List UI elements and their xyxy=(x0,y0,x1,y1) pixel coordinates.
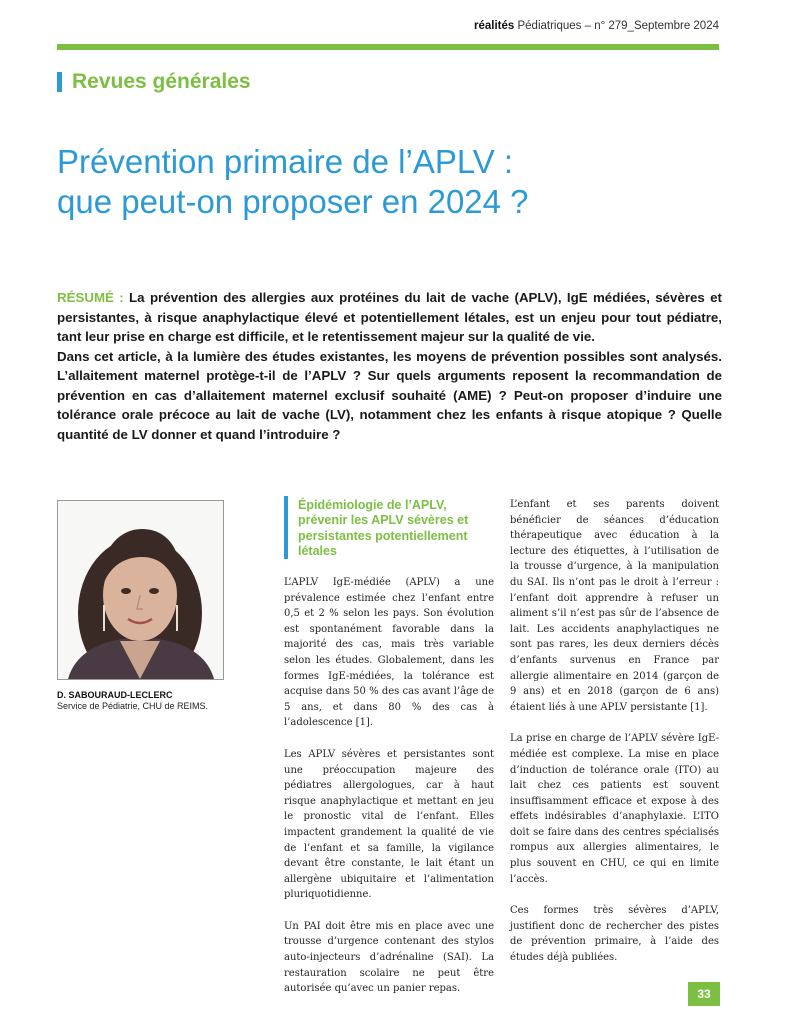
paragraph: La prise en charge de l’APLV sévère IgE-médiée est complexe. La mise en place d’induction de tolérance orale (ITO) au lait chez ces patients est souvent insuffisamment efficace et expose à des effets indésirables d’anaphylaxie. L’ITO doit se faire dans des centres spécialisés rompus aux allergies alimentaires, le plus souvent en CHU, ce qui en limite l’accès. xyxy=(510,733,719,885)
paragraph: Un PAI doit être mis en place avec une trousse d’urgence contenant des stylos auto-injecteurs d’adrénaline (SAI). La restauration scolaire ne peut être autorisée qu’avec un panier repas. xyxy=(284,920,494,995)
abstract xyxy=(57,288,722,444)
title-line-1: Prévention primaire de l’APLV : xyxy=(57,143,514,180)
subheading-text: Épidémiologie de l’APLV, prévenir les APLV sévères et persistantes potentiellement létales xyxy=(298,498,469,558)
journal-issue: Pédiatriques – n° 279_Septembre 2024 xyxy=(514,20,719,32)
journal-brand: réalités xyxy=(474,20,515,32)
page-number: 33 xyxy=(688,982,720,1006)
abstract-key: RÉSUMÉ : xyxy=(57,290,124,305)
author-portrait-image xyxy=(58,501,223,679)
title-line-2: que peut-on proposer en 2024 ? xyxy=(57,183,529,220)
section-marker xyxy=(57,72,62,92)
paragraph: L’APLV IgE-médiée (APLV) a une prévalence estimée chez l’enfant entre 0,5 et 2 % selon les pays. Son évolution est spontanément favorable dans la majorité des cas, mais très variable selon les études. Globalement, dans les formes IgE-médiées, la tolérance est acquise dans 50 % des cas avant l’âge de 5 ans, et dans 80 % des cas à l’adolescence [1]. xyxy=(284,577,494,729)
article-title xyxy=(57,142,737,222)
abstract-text-2: Dans cet article, à la lumière des études existantes, les moyens de prévention possibles sont analysés. L’allaitement maternel protège-t-il de l’APLV ? Sur quels arguments reposent la recommandation de prévention en cas d’allaitement maternel exclusif souhaité (AME) ? Peut-on proposer d’induire une tolérance orale précoce au lait de vache (LV), notamment chez les enfants à risque atopique ? Quelle quantité de LV donner et quand l’introduire ? xyxy=(57,348,722,442)
author-photo xyxy=(57,500,224,680)
header-rule xyxy=(57,44,719,50)
section-label: Revues générales xyxy=(72,70,251,93)
column-2 xyxy=(510,497,719,982)
paragraph: Les APLV sévères et persistantes sont une préoccupation majeure des pédiatres allergologues, car à haut risque anaphylactique et mettant en jeu le pronostic vital de l’enfant. Elles impactent grandement la qualité de vie de l’enfant et sa famille, la vigilance devant être constante, le lait étant un allergène ubiquitaire et l’alimentation pluriquotidienne. xyxy=(284,748,494,901)
subheading-marker xyxy=(284,496,288,559)
author-affiliation: Service de Pédiatrie, CHU de REIMS. xyxy=(57,701,209,711)
abstract-text-1: La prévention des allergies aux protéines du lait de vache (APLV), IgE médiées, sévères et persistantes, à risque anaphylactique élevé et potentiellement létales, est un enjeu pour tout pédiatre, tant leur prise en charge est difficile, et le retentissement majeur sur la qualité de vie. xyxy=(57,290,722,344)
paragraph: Ces formes très sévères d’APLV, justifient donc de rechercher des pistes de prévention primaire, à l’aide des études déjà publiées. xyxy=(510,905,719,964)
author-name: D. SABOURAUD-LECLERC xyxy=(57,690,173,700)
paragraph: L’enfant et ses parents doivent bénéficier de séances d’éducation thérapeutique avec éducation à la lecture des étiquettes, à l’utilisation de la trousse d’urgence, à la manipulation du SAI. Ils n’ont pas le droit à l’erreur : l’enfant doit apprendre à refuser un aliment s’il n’est pas sûr de l’absence de lait. Les accidents anaphylactiques ne sont pas rares, les deux derniers décès d’enfants survenus en France par allergie alimentaire en 2014 (garçon de 9 ans) et en 2018 (garçon de 6 ans) étaient liés à une APLV persistante [1]. xyxy=(510,499,719,713)
journal-header xyxy=(474,20,719,32)
section-heading xyxy=(57,70,251,94)
column-1 xyxy=(284,575,494,1013)
subheading xyxy=(284,496,496,559)
